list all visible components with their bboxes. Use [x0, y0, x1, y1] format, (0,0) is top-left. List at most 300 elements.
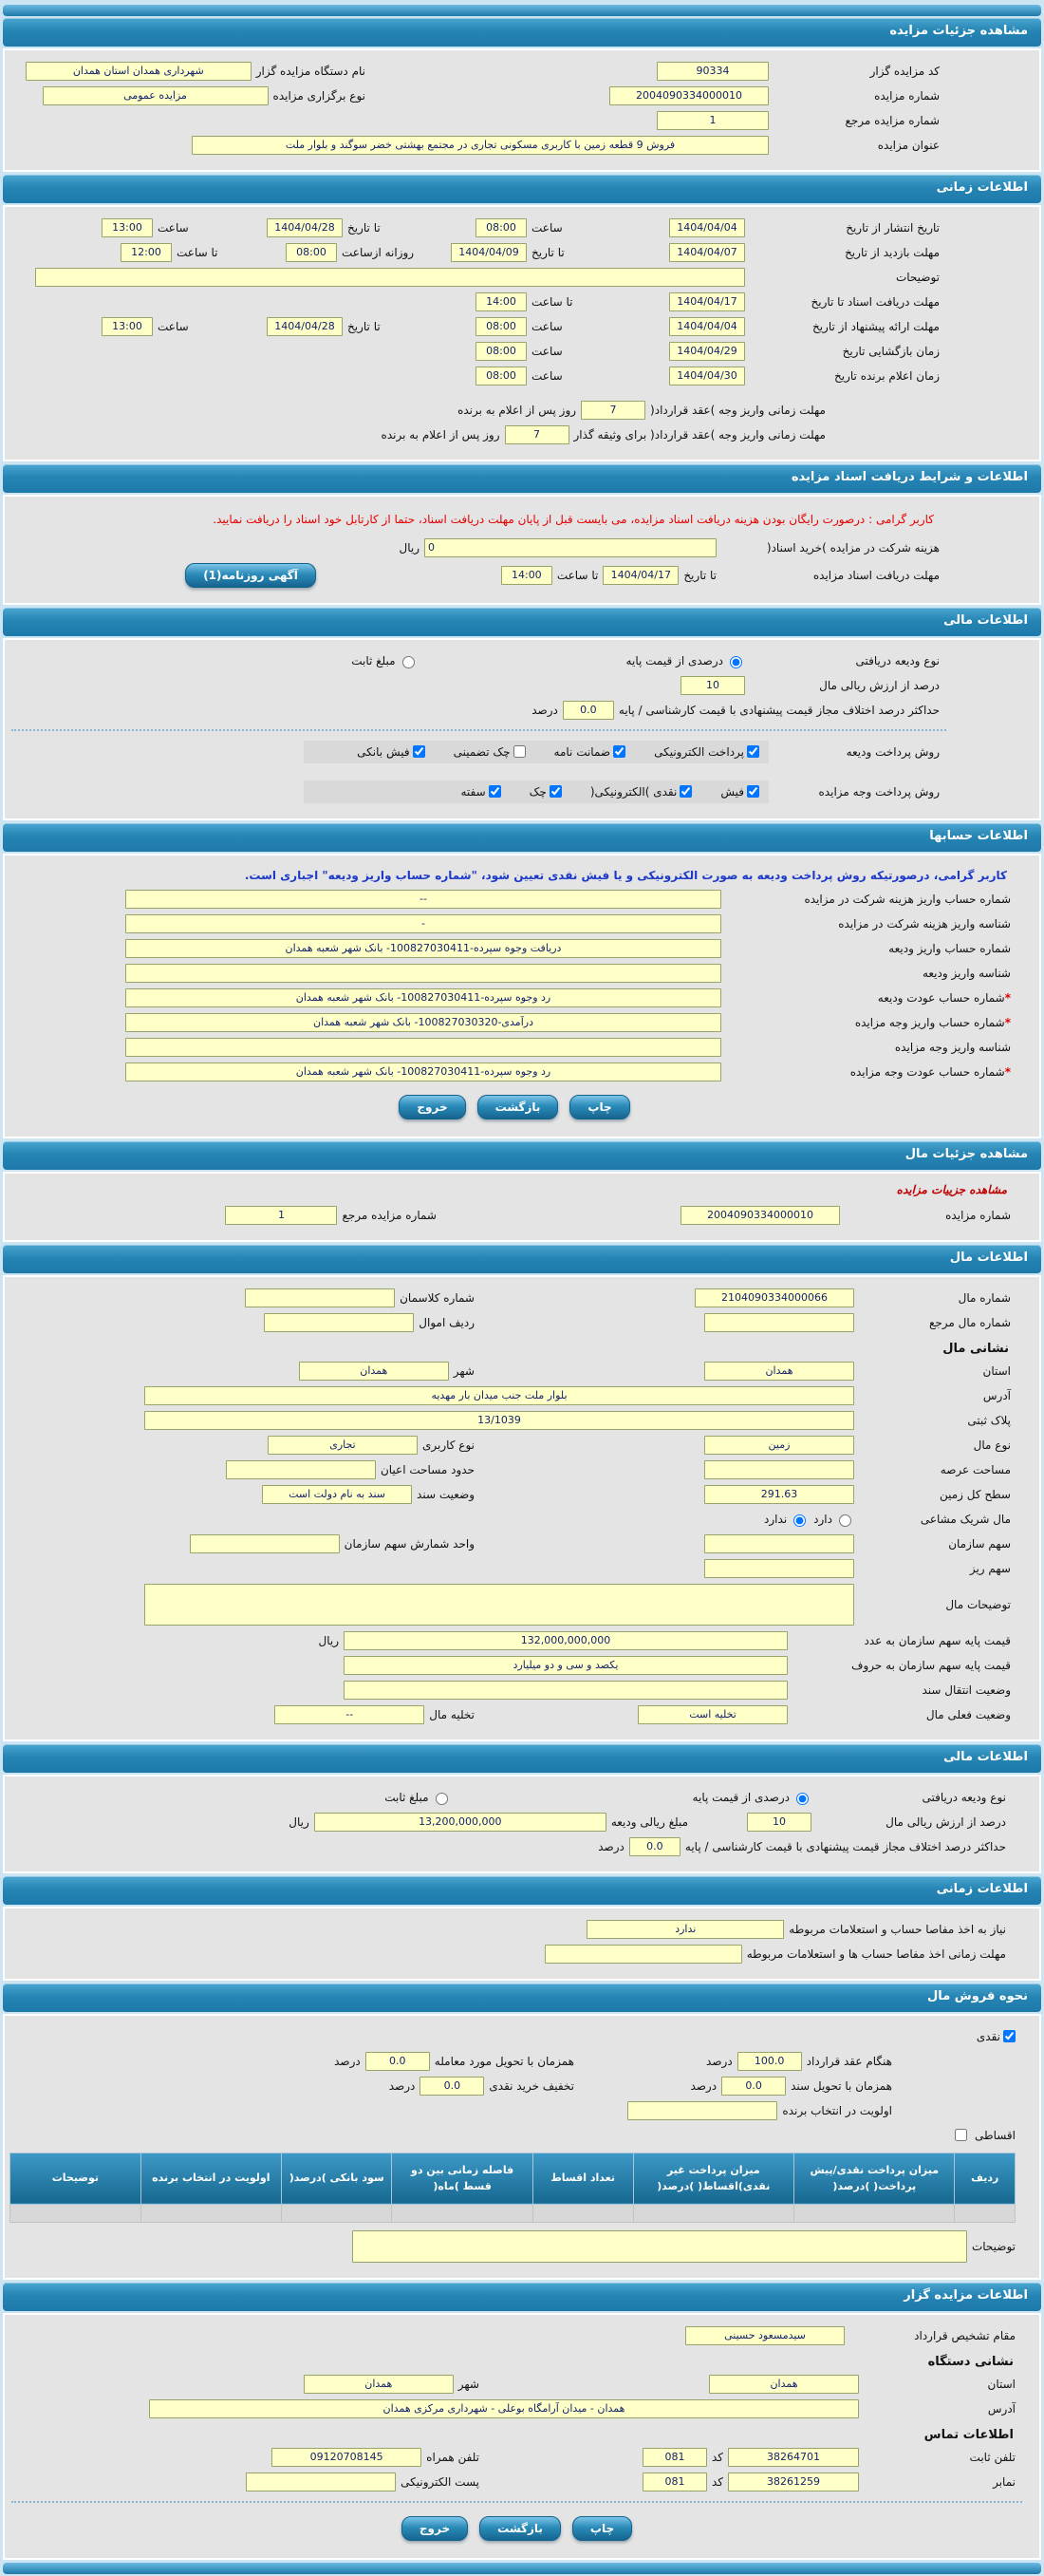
building-area-label: حدود مساحت اعیان — [380, 1462, 475, 1476]
participation-fee-label: هزینه شرکت در مزایده )خرید اسناد( — [766, 540, 940, 555]
deed-status-value: سند به نام دولت است — [262, 1485, 412, 1504]
offer-to-hour-label: ساعت — [158, 320, 189, 333]
deed-percent-row — [18, 2077, 1016, 2096]
email-label: پست الکترونیکی — [401, 2474, 479, 2489]
percent-unit-label: درصد — [690, 2078, 718, 2093]
deposit-id-value — [125, 964, 721, 983]
asset-number-row — [18, 1288, 1011, 1307]
account-row — [18, 964, 1011, 983]
deposit-account-label: شماره حساب واریز ودیعه — [888, 941, 1011, 955]
fax-label: نمابر — [993, 2474, 1016, 2489]
payment-deadline2-row — [18, 425, 940, 444]
shared-yes-radio[interactable] — [839, 1514, 851, 1527]
timing-section — [3, 205, 1041, 461]
payment-method-label: روش پرداخت وجه مزایده — [818, 784, 940, 799]
promissory-note-checkbox[interactable] — [489, 785, 501, 798]
fixed-amount-label: مبلغ ثابت — [351, 653, 396, 668]
offer-to-date: 1404/04/28 — [267, 317, 343, 336]
clearance-need-value: ندارد — [587, 1920, 784, 1939]
asset-type-row — [18, 1436, 1011, 1455]
offer-to-time: 13:00 — [102, 317, 153, 336]
area-code-value: 081 — [643, 2448, 707, 2467]
auction-section-header: مشاهده جزئیات مزایده — [3, 18, 1041, 47]
max-diff-row — [18, 701, 940, 720]
fee-deposit-id-label: شناسه واریز هزینه شرکت در مزایده — [838, 916, 1011, 931]
back-button[interactable]: بازگشت — [479, 2516, 561, 2541]
certified-check-checkbox[interactable] — [513, 745, 526, 758]
auction-amount-id-label: شناسه واریز وجه مزایده — [894, 1040, 1011, 1054]
asset-city-value: همدان — [299, 1362, 449, 1381]
visit-daily-from-label: روزانه ازساعت — [342, 246, 415, 259]
deposit-type2-label: نوع ودیعه دریافتی — [922, 1790, 1006, 1804]
deposit-percent-label: درصد از ارزش ریالی مال — [819, 678, 940, 692]
timing-desc-label: توضیحات — [895, 271, 940, 284]
deposit-percent-row — [18, 676, 940, 695]
sale-desc-row — [18, 2230, 1016, 2263]
deed-transfer-value — [344, 1681, 788, 1700]
deposit-type-label: نوع ودیعه دریافتی — [855, 653, 940, 668]
asset-plate-row — [18, 1411, 1011, 1430]
deposit-rial-amount-label: مبلغ ریالی ودیعه — [610, 1814, 688, 1829]
contract-officer-label: مقام تشخیص قرارداد — [914, 2328, 1016, 2342]
fixed-amount2-label: مبلغ ثابت — [384, 1790, 429, 1804]
payment-methods-group — [304, 780, 769, 803]
max-diff2-label: حداکثر درصد اختلاف مجاز قیمت پیشنهادی با قیمت کارشناسی / پایه — [684, 1839, 1006, 1853]
asset-address-value: بلوار ملت جنب میدان بار مهدیه — [144, 1386, 854, 1405]
finance2-section-header: اطلاعات مالی — [3, 1744, 1041, 1773]
organization-name-value: شهرداری همدان استان همدان — [26, 62, 252, 81]
winner-announce-date: 1404/04/30 — [669, 367, 745, 385]
winner-announce-time: 08:00 — [475, 367, 527, 385]
winner-hour-label: ساعت — [531, 369, 563, 383]
auction-title-row — [18, 136, 940, 155]
asset-area-row — [18, 1460, 1011, 1479]
docs-deadline-time: 14:00 — [475, 292, 527, 311]
payment-deadline1-days: 7 — [581, 401, 645, 420]
winner-priority-row — [18, 2101, 1016, 2120]
registration-plate-label: پلاک ثبتی — [967, 1413, 1011, 1427]
receipt-label: فیش — [720, 784, 744, 799]
asset-ref-row — [18, 1313, 1011, 1332]
fee-deposit-account-value: -- — [125, 890, 721, 909]
docs-receive-deadline-date: 1404/04/17 — [603, 566, 679, 585]
contract-percent-row — [18, 2052, 1016, 2071]
publish-date-label: تاریخ انتشار از تاریخ — [846, 221, 940, 235]
opening-time: 08:00 — [475, 342, 527, 361]
required-star: * — [1004, 990, 1011, 1005]
asset-province-label: استان — [982, 1363, 1011, 1378]
sale-method-section — [3, 2014, 1041, 2280]
publish-to-time: 13:00 — [102, 218, 153, 237]
evacuation-value: -- — [274, 1705, 424, 1724]
auction-amount-account-label: *شماره حساب واریز وجه مزایده — [854, 1015, 1011, 1029]
publish-to-date-label: تا تاریخ — [347, 221, 381, 235]
col-installment-interval: فاصله زمانی بین دو قسط )ماه( — [392, 2153, 532, 2204]
certified-check-label: چک تضمینی — [453, 744, 511, 759]
publish-date-row — [18, 218, 940, 237]
auction-ref-label: شماره مزایده مرجع — [845, 114, 940, 127]
sub-share-label: سهم ریز — [969, 1561, 1011, 1575]
electronic-payment-checkbox[interactable] — [747, 745, 759, 758]
share-unit-value — [190, 1534, 340, 1553]
asset-auction-ref-label: شماره مزایده مرجع — [342, 1208, 437, 1222]
payment-deadline2-suffix: روز پس از اعلام به برنده — [381, 428, 500, 442]
clearance-time-label: مهلت زمانی اخذ مفاصا حساب ها و استعلامات مربوطه — [746, 1946, 1006, 1961]
organization-name-label: نام دستگاه مزایده گزار — [255, 65, 365, 78]
opening-hour-label: ساعت — [531, 345, 563, 358]
cash-sale-label: نقدی — [976, 2029, 1000, 2043]
clearance-need-row — [18, 1920, 1006, 1939]
base-price-number-label: قیمت پایه سهم سازمان به عدد — [864, 1633, 1011, 1647]
installment-table-header-row — [10, 2153, 1016, 2204]
percent-of-base-radio[interactable] — [730, 656, 742, 668]
col-noncash-installment: میزان پرداخت غیر نقدی)اقساط( )درصد( — [633, 2153, 793, 2204]
account-row — [18, 1038, 1011, 1057]
docs-to-hour-label: تا ساعت — [556, 568, 599, 582]
auction-info-section — [3, 48, 1041, 172]
deposit-amount-row — [18, 1813, 1006, 1832]
auctioneer-code-label: کد مزایده گزار — [869, 65, 940, 78]
asset-auction-number-label: شماره مزایده — [945, 1208, 1011, 1222]
org-share-row — [18, 1534, 1011, 1553]
auction-details-link[interactable]: مشاهده جزییات مزایده — [896, 1182, 1007, 1196]
finance-section-header: اطلاعات مالی — [3, 608, 1041, 636]
asset-address-subheader: نشانی مال — [942, 1341, 1009, 1356]
finance-divider — [11, 729, 946, 731]
contact-subheader: اطلاعات تماس — [923, 2427, 1014, 2442]
auction-number-label: شماره مزایده — [874, 89, 940, 103]
base-price-number-row — [18, 1631, 1011, 1650]
deposit-method-label: روش پرداخت ودیعه — [846, 744, 940, 759]
bottom-strip — [3, 2563, 1041, 2574]
required-star: * — [1004, 1064, 1011, 1079]
total-land-value: 291.63 — [704, 1485, 854, 1504]
org-share-label: سهم سازمان — [948, 1536, 1011, 1551]
at-deed-label: همزمان با تحویل سند — [791, 2078, 892, 2093]
evacuation-label: تخلیه مال — [429, 1707, 475, 1721]
deposit-methods-group — [304, 741, 769, 763]
percent-unit-label: درصد — [598, 1839, 625, 1853]
land-area-value — [704, 1460, 854, 1479]
docs-receive-deadline-label: مهلت دریافت اسناد مزایده — [812, 568, 940, 582]
sub-share-value — [704, 1559, 854, 1578]
offer-date-label: مهلت ارائه پیشنهاد از تاریخ — [811, 320, 940, 333]
deposit-percent2-value: 10 — [747, 1813, 811, 1832]
check-label: چک — [529, 784, 547, 799]
col-installment-count: تعداد اقساط — [532, 2153, 633, 2204]
top-strip — [3, 5, 1041, 16]
share-unit-label: واحد شمارش سهم سازمان — [344, 1536, 475, 1551]
base-price-words-row — [18, 1656, 1011, 1675]
shared-yes-label: دارد — [813, 1512, 832, 1526]
base-price-words-label: قیمت پایه سهم سازمان به حروف — [851, 1658, 1011, 1672]
asset-inventory-row-label: ردیف اموال — [419, 1315, 475, 1329]
base-price-words-value: یکصد و سی و دو میلیارد — [344, 1656, 788, 1675]
fee-deposit-id-value: - — [125, 914, 721, 933]
org-address-subheader: نشانی دستگاه — [927, 2354, 1014, 2369]
payment-deadline1-label: مهلت زمانی واریز وجه )عقد قرارداد( — [650, 404, 826, 417]
asset-number-label: شماره مال — [958, 1290, 1011, 1305]
installment-empty-row — [10, 2204, 1016, 2222]
docs-section-header: اطلاعات و شرایط دریافت اسناد مزایده — [3, 464, 1041, 493]
bank-receipt-label: فیش بانکی — [357, 744, 410, 759]
docs-deadline-row — [18, 292, 940, 311]
installment-table — [9, 2153, 1016, 2223]
sale-desc-value — [352, 2230, 967, 2263]
clearance-time-row — [18, 1945, 1006, 1964]
clearance-need-label: نیاز به اخذ مفاصا حساب و استعلامات مربوطه — [789, 1922, 1006, 1936]
deposit-percent2-label: درصد از ارزش ریالی مال — [886, 1814, 1006, 1829]
guarantee-letter-label: ضمانت نامه — [553, 744, 611, 759]
timing-desc-row — [18, 268, 940, 287]
auction-amount-account-value: درآمدی-100827030320- بانک شهر شعبه همدان — [125, 1013, 721, 1032]
asset-city-label: شهر — [453, 1363, 475, 1378]
mobile-label: تلفن همراه — [426, 2450, 479, 2464]
shared-ownership-row — [18, 1510, 1011, 1529]
asset-ref-value — [704, 1313, 854, 1332]
timing2-section-header: اطلاعات زمانی — [3, 1876, 1041, 1905]
percent-of-base2-label: درصدی از قیمت پایه — [692, 1790, 790, 1804]
asset-ref-label: شماره مال مرجع — [928, 1315, 1011, 1329]
check-checkbox[interactable] — [550, 785, 562, 798]
rial-label: ریال — [318, 1633, 339, 1647]
auction-ref-value: 1 — [657, 111, 769, 130]
email-value — [246, 2473, 396, 2491]
current-status-label: وضعیت فعلی مال — [925, 1707, 1011, 1721]
publish-from-time: 08:00 — [475, 218, 527, 237]
landline-value: 38264701 — [728, 2448, 859, 2467]
percent-unit-label: درصد — [706, 2054, 733, 2068]
total-land-label: سطح کل زمین — [939, 1487, 1011, 1501]
participation-fee-value: 0 — [424, 538, 717, 557]
fixed-amount-radio[interactable] — [402, 656, 415, 668]
payment-method-row — [18, 780, 940, 803]
at-contract-label: هنگام عقد قرارداد — [806, 2054, 892, 2068]
guarantee-letter-checkbox[interactable] — [613, 745, 625, 758]
contract-officer-value: سیدمسعود حسینی — [685, 2326, 845, 2345]
cash-sale-row — [18, 2027, 1016, 2046]
timing-desc-value — [35, 268, 745, 287]
area-code-label: کد — [711, 2450, 723, 2464]
bank-receipt-checkbox[interactable] — [413, 745, 425, 758]
classification-number-label: شماره کلاسمان — [400, 1290, 475, 1305]
percent-unit-label: درصد — [388, 2078, 416, 2093]
auctioneer-info-section — [3, 2313, 1041, 2560]
visit-to-hour-label: تا ساعت — [177, 246, 218, 259]
asset-inventory-row-value — [264, 1313, 414, 1332]
winner-announce-row — [18, 367, 940, 385]
col-bank-interest: سود بانکی )درصد( — [281, 2153, 391, 2204]
visit-time-to: 12:00 — [121, 243, 172, 262]
asset-number-value: 2104090334000066 — [695, 1288, 854, 1307]
offer-to-date-label: تا تاریخ — [347, 320, 381, 333]
max-diff2-row — [18, 1837, 1006, 1856]
clearance-time-value — [545, 1945, 742, 1964]
org-province-label: استان — [987, 2377, 1016, 2391]
newspaper-ad-button[interactable]: آگهی روزنامه(1) — [185, 563, 316, 588]
fax-row — [18, 2473, 1016, 2491]
publish-from-date: 1404/04/04 — [669, 218, 745, 237]
org-city-value: همدان — [304, 2375, 454, 2394]
col-cash-prepayment: میزان پرداخت نقدی/پیش پرداخت( )درصد( — [794, 2153, 955, 2204]
deposit-account-value: دریافت وجوه سپرده-100827030411- بانک شهر شعبه همدان — [125, 939, 721, 958]
at-delivery-value: 0.0 — [365, 2052, 430, 2071]
rial-label: ریال — [399, 540, 419, 555]
payment-deadline1-row — [18, 401, 940, 420]
deposit-type2-row — [18, 1788, 1006, 1807]
sale-method-header: نحوه فروش مال — [3, 1984, 1041, 2012]
winner-priority-label: اولویت در انتخاب برنده — [782, 2103, 892, 2117]
deposit-type-row — [18, 651, 940, 670]
docs-receive-deadline-time: 14:00 — [501, 566, 552, 585]
deposit-id-label: شناسه واریز ودیعه — [922, 966, 1011, 980]
land-area-label: مساحت عرصه — [940, 1462, 1011, 1476]
asset-view-section — [3, 1172, 1041, 1242]
account-row — [18, 1013, 1011, 1032]
print-button[interactable]: چاپ — [569, 1095, 629, 1119]
mobile-value: 09120708145 — [271, 2448, 421, 2467]
at-contract-value: 100.0 — [737, 2052, 802, 2071]
auction-code-row — [18, 62, 940, 81]
publish-to-hour-label: ساعت — [158, 221, 189, 235]
docs-receive-deadline-row — [18, 563, 940, 588]
deposit-percent-value: 10 — [680, 676, 745, 695]
deposit-return-account-value: رد وجوه سپرده-100827030411- بانک شهر شعبه همدان — [125, 988, 721, 1007]
required-star: * — [1004, 1015, 1011, 1029]
docs-deadline-date: 1404/04/17 — [669, 292, 745, 311]
org-address-label: آدرس — [987, 2401, 1016, 2416]
deposit-return-account-label: *شماره حساب عودت ودیعه — [877, 990, 1011, 1005]
exit-button[interactable]: خروج — [401, 2516, 468, 2541]
installment-row — [18, 2126, 1016, 2145]
asset-desc-value — [144, 1584, 854, 1626]
installment-checkbox[interactable] — [955, 2129, 967, 2141]
auctioneer-info-header: اطلاعات مزایده گزار — [3, 2283, 1041, 2311]
deposit-rial-amount-value: 13,200,000,000 — [314, 1813, 606, 1832]
usage-type-label: نوع کاربری — [421, 1438, 475, 1452]
opening-time-row — [18, 342, 940, 361]
rial-label: ریال — [289, 1814, 309, 1829]
org-province-value: همدان — [709, 2375, 859, 2394]
print-button[interactable]: چاپ — [572, 2516, 632, 2541]
percent-unit-label: درصد — [531, 703, 558, 717]
timing-section-header: اطلاعات زمانی — [3, 175, 1041, 203]
cash-electronic-label: نقدی )الکترونیکی( — [589, 784, 678, 799]
docs-to-date-label: تا تاریخ — [683, 568, 717, 582]
shared-ownership-label: مال شریک مشاعی — [920, 1512, 1011, 1526]
accounts-notice: کاربر گرامی، درصورتیکه روش پرداخت ودیعه به صورت الکترونیکی و یا فیش نقدی تعیین شود، "شماره حساب واریز ودیعه" اجباری است. — [244, 868, 1007, 882]
accounts-section-header: اطلاعات حسابها — [3, 823, 1041, 852]
auction-amount-id-value — [125, 1038, 721, 1057]
max-diff-value: 0.0 — [563, 701, 614, 720]
org-address-row — [18, 2399, 1016, 2418]
landline-label: تلفن ثابت — [969, 2450, 1016, 2464]
deposit-method-row — [18, 741, 940, 763]
classification-number-value — [245, 1288, 395, 1307]
visit-time-from: 08:00 — [286, 243, 337, 262]
visit-to-date: 1404/04/09 — [451, 243, 527, 262]
publish-hour-label: ساعت — [531, 221, 563, 235]
auction-title-value: فروش 9 قطعه زمین با کاربری مسکونی تجاری در مجتمع بهشتی خضر سوگند و بلوار ملت — [192, 136, 769, 155]
building-area-value — [226, 1460, 376, 1479]
auction-type-value: مزایده عمومی — [43, 86, 269, 105]
asset-desc-row — [18, 1584, 1011, 1626]
asset-address-row — [18, 1386, 1011, 1405]
offer-hour-label: ساعت — [531, 320, 563, 333]
payment-deadline2-days: 7 — [505, 425, 569, 444]
finance-section — [3, 638, 1041, 820]
max-diff-label: حداکثر درصد اختلاف مجاز قیمت پیشنهادی با قیمت کارشناسی / پایه — [618, 703, 940, 717]
base-price-number-value: 132,000,000,000 — [344, 1631, 788, 1650]
auction-number-value: 2004090334000010 — [609, 86, 769, 105]
docs-deadline-label: مهلت دریافت اسناد تا تاریخ — [811, 295, 940, 309]
shared-no-radio[interactable] — [793, 1514, 806, 1527]
winner-announce-label: زمان اعلام برنده تاریخ — [834, 369, 940, 383]
org-address-value: همدان - میدان آرامگاه بوعلی - شهرداری مرکزی همدان — [149, 2399, 859, 2418]
timing2-section — [3, 1907, 1041, 1981]
auction-ref-row — [18, 111, 940, 130]
asset-type-label: نوع مال — [973, 1438, 1011, 1452]
offer-from-time: 08:00 — [475, 317, 527, 336]
accounts-section — [3, 854, 1041, 1138]
percent-of-base2-radio[interactable] — [796, 1793, 809, 1805]
receipt-checkbox[interactable] — [747, 785, 759, 798]
cash-sale-checkbox[interactable] — [1003, 2030, 1016, 2042]
opening-date: 1404/04/29 — [669, 342, 745, 361]
at-deed-value: 0.0 — [721, 2077, 786, 2096]
asset-info-section — [3, 1275, 1041, 1741]
auction-amount-return-account-label: *شماره حساب عودت وجه مزایده — [849, 1064, 1011, 1079]
offer-date-row — [18, 317, 940, 336]
percent-of-base-label: درصدی از قیمت پایه — [625, 653, 723, 668]
exit-button[interactable]: خروج — [399, 1095, 465, 1119]
account-row — [18, 914, 1011, 933]
asset-address-label: آدرس — [982, 1388, 1011, 1402]
middle-button-row — [9, 1095, 1020, 1119]
installment-label: اقساطی — [975, 2128, 1016, 2142]
account-row — [18, 939, 1011, 958]
offer-from-date: 1404/04/04 — [669, 317, 745, 336]
asset-land-row — [18, 1485, 1011, 1504]
sale-desc-label: توضیحات — [971, 2239, 1016, 2253]
auction-amount-return-account-value: رد وجوه سپرده-100827030411- بانک شهر شعبه همدان — [125, 1062, 721, 1081]
electronic-payment-label: پرداخت الکترونیکی — [654, 744, 744, 759]
asset-info-header: اطلاعات مال — [3, 1245, 1041, 1273]
phone-row — [18, 2448, 1016, 2467]
auction-number-row — [18, 86, 940, 105]
usage-type-value: تجاری — [268, 1436, 418, 1455]
col-winner-priority: اولویت در انتخاب برنده — [140, 2153, 281, 2204]
payment-deadline1-suffix: روز پس از اعلام به برنده — [457, 404, 577, 417]
col-description: توضیحات — [10, 2153, 141, 2204]
percent-unit-label: درصد — [334, 2054, 361, 2068]
docs-warning-text: کاربر گرامی : درصورت رایگان بودن هزینه دریافت اسناد مزایده، می بایست قبل از پایان مهلت دریافت اسناد، حتما از کارتابل خود اسناد را دریافت نمایید. — [213, 513, 934, 526]
cash-discount-label: تخفیف خرید نقدی — [489, 2078, 574, 2093]
back-button[interactable]: بازگشت — [477, 1095, 559, 1119]
visit-date-row — [18, 243, 940, 262]
account-row — [18, 890, 1011, 909]
asset-auction-ref-value: 1 — [225, 1206, 337, 1225]
org-province-row — [18, 2375, 1016, 2394]
max-diff2-value: 0.0 — [629, 1837, 680, 1856]
asset-status-row — [18, 1705, 1011, 1724]
org-city-label: شهر — [457, 2377, 479, 2391]
current-status-value: تخلیه است — [638, 1705, 788, 1724]
winner-priority-value — [627, 2101, 777, 2120]
asset-province-row — [18, 1362, 1011, 1381]
cash-electronic-checkbox[interactable] — [680, 785, 692, 798]
fixed-amount2-radio[interactable] — [436, 1793, 448, 1805]
